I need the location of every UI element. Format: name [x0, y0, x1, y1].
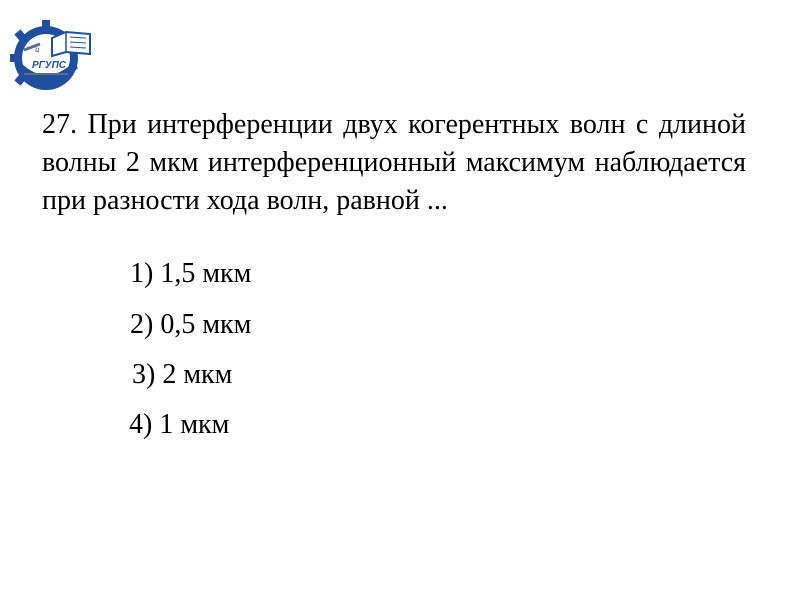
university-emblem-icon	[4, 6, 96, 94]
answer-option-4[interactable]: 4) 1 мкм	[129, 409, 230, 440]
answer-option-2[interactable]: 2) 0,5 мкм	[130, 309, 252, 340]
university-logo	[4, 6, 96, 94]
answer-option-3[interactable]: 3) 2 мкм	[132, 359, 233, 390]
question-text: 27. При интерференции двух когерентных волн с длиной волны 2 мкм интерференционный максимум наблюдается при разности хода волн, равной ...	[42, 109, 746, 216]
svg-text:u: u	[35, 44, 40, 54]
answer-option-1[interactable]: 1) 1,5 мкм	[130, 258, 252, 289]
logo-text: РГУПС	[32, 60, 66, 71]
